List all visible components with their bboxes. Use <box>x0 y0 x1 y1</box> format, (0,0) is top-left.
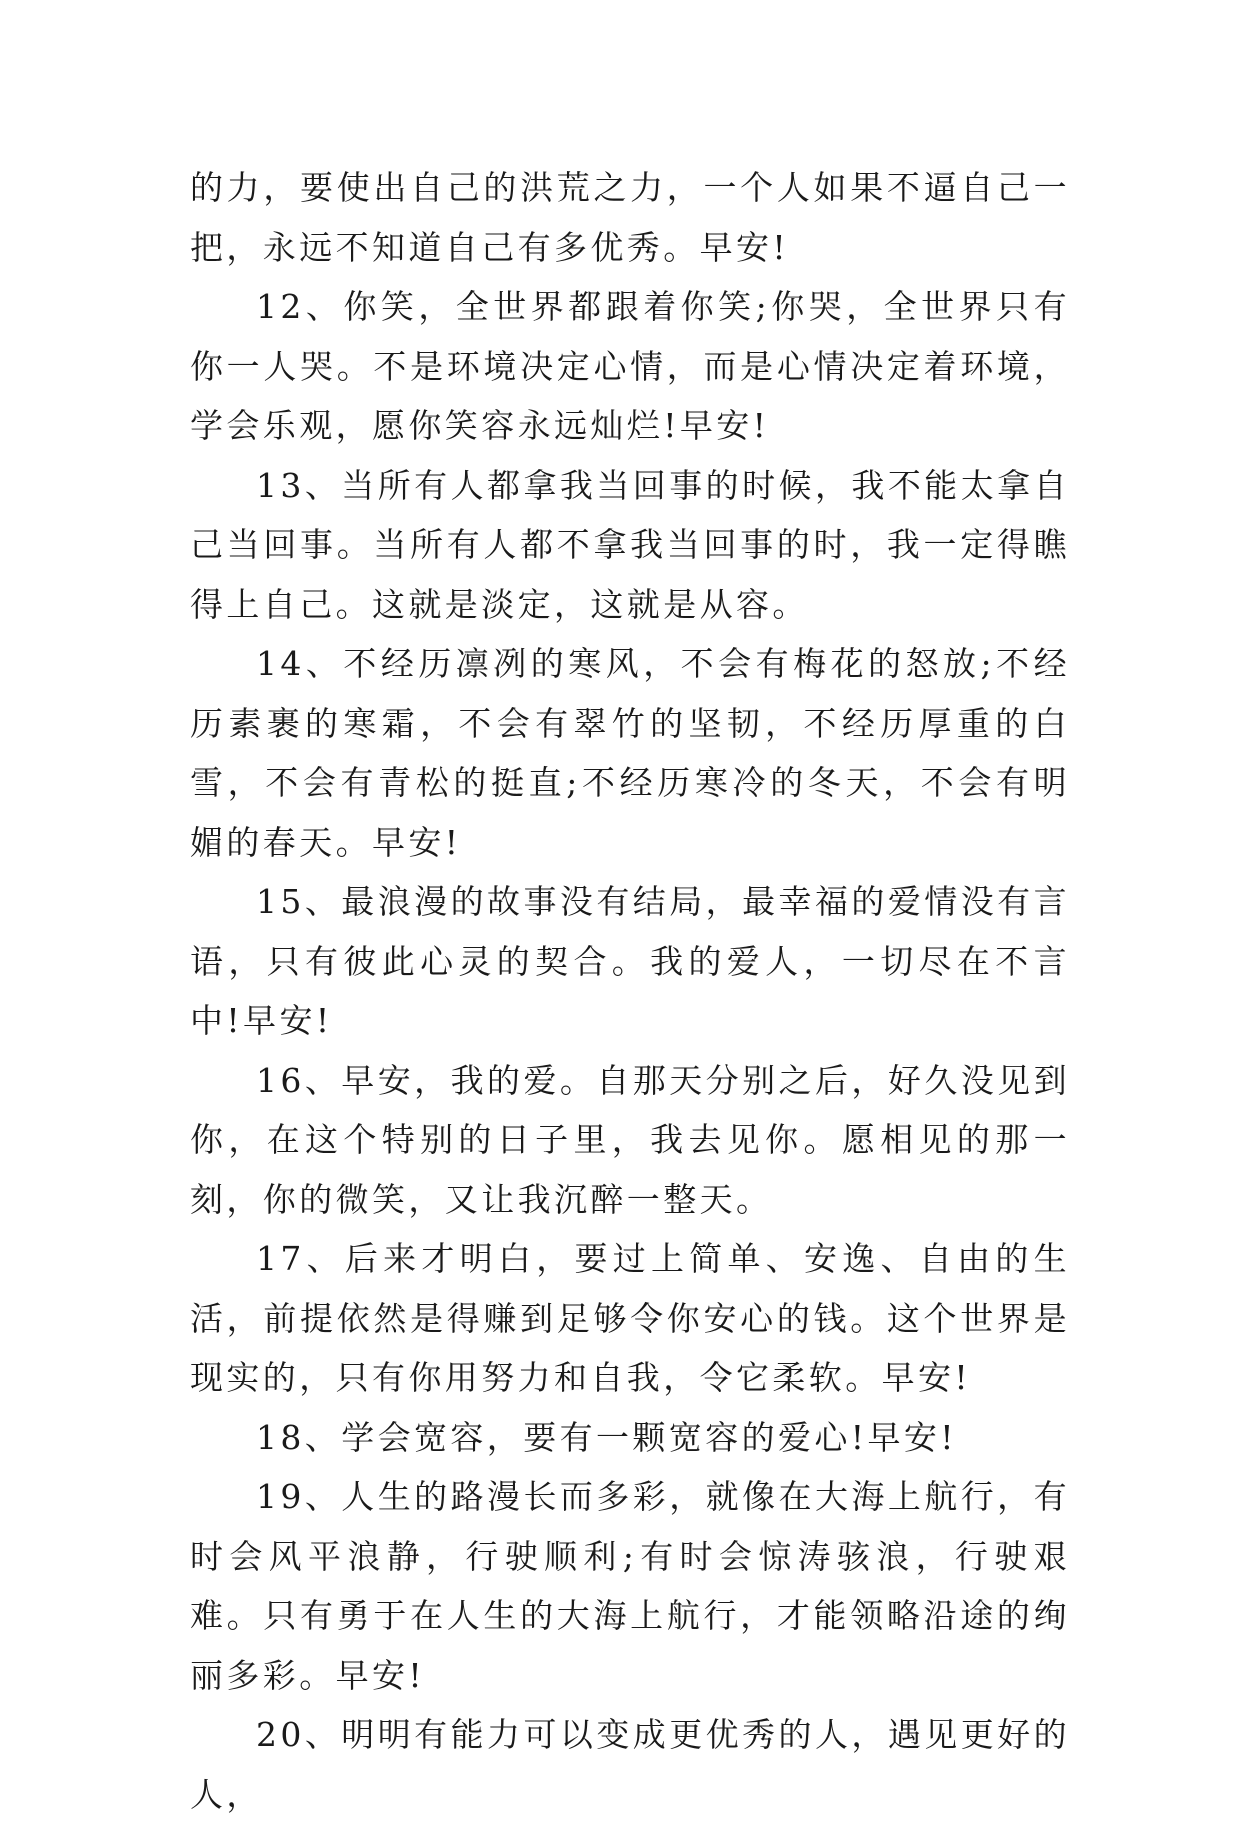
paragraph-15: 15、最浪漫的故事没有结局，最幸福的爱情没有言语，只有彼此心灵的契合。我的爱人，一切尽在不言中!早安! <box>190 882 1070 1040</box>
paragraph-18: 18、学会宽容，要有一颗宽容的爱心!早安! <box>256 1417 957 1457</box>
paragraph-12: 12、你笑，全世界都跟着你笑;你哭，全世界只有你一人哭。不是环境决定心情，而是心情决定着环境，学会乐观，愿你笑容永远灿烂!早安! <box>190 287 1070 445</box>
paragraph-16: 16、早安，我的爱。自那天分别之后，好久没见到你，在这个特别的日子里，我去见你。愿相见的那一刻，你的微笑，又让我沉醉一整天。 <box>190 1060 1070 1219</box>
paragraph-continuation: 的力，要使出自己的洪荒之力，一个人如果不逼自己一把，永远不知道自己有多优秀。早安! <box>190 168 1070 267</box>
paragraph-19: 19、人生的路漫长而多彩，就像在大海上航行，有时会风平浪静，行驶顺利;有时会惊涛骇浪，行驶艰难。只有勇于在人生的大海上航行，才能领略沿途的绚丽多彩。早安! <box>190 1477 1070 1695</box>
paragraph-17: 17、后来才明白，要过上简单、安逸、自由的生活，前提依然是得赚到足够令你安心的钱。这个世界是现实的，只有你用努力和自我，令它柔软。早安! <box>190 1239 1070 1397</box>
paragraph-20: 20、明明有能力可以变成更优秀的人，遇见更好的人， <box>190 1715 1070 1814</box>
paragraph-13: 13、当所有人都拿我当回事的时候，我不能太拿自己当回事。当所有人都不拿我当回事的时，我一定得瞧得上自己。这就是淡定，这就是从容。 <box>190 465 1070 624</box>
document-body <box>190 158 1070 1824</box>
paragraph-14: 14、不经历凛冽的寒风，不会有梅花的怒放;不经历素裹的寒霜，不会有翠竹的坚韧，不经历厚重的白雪，不会有青松的挺直;不经历寒冷的冬天，不会有明媚的春天。早安! <box>190 644 1070 862</box>
